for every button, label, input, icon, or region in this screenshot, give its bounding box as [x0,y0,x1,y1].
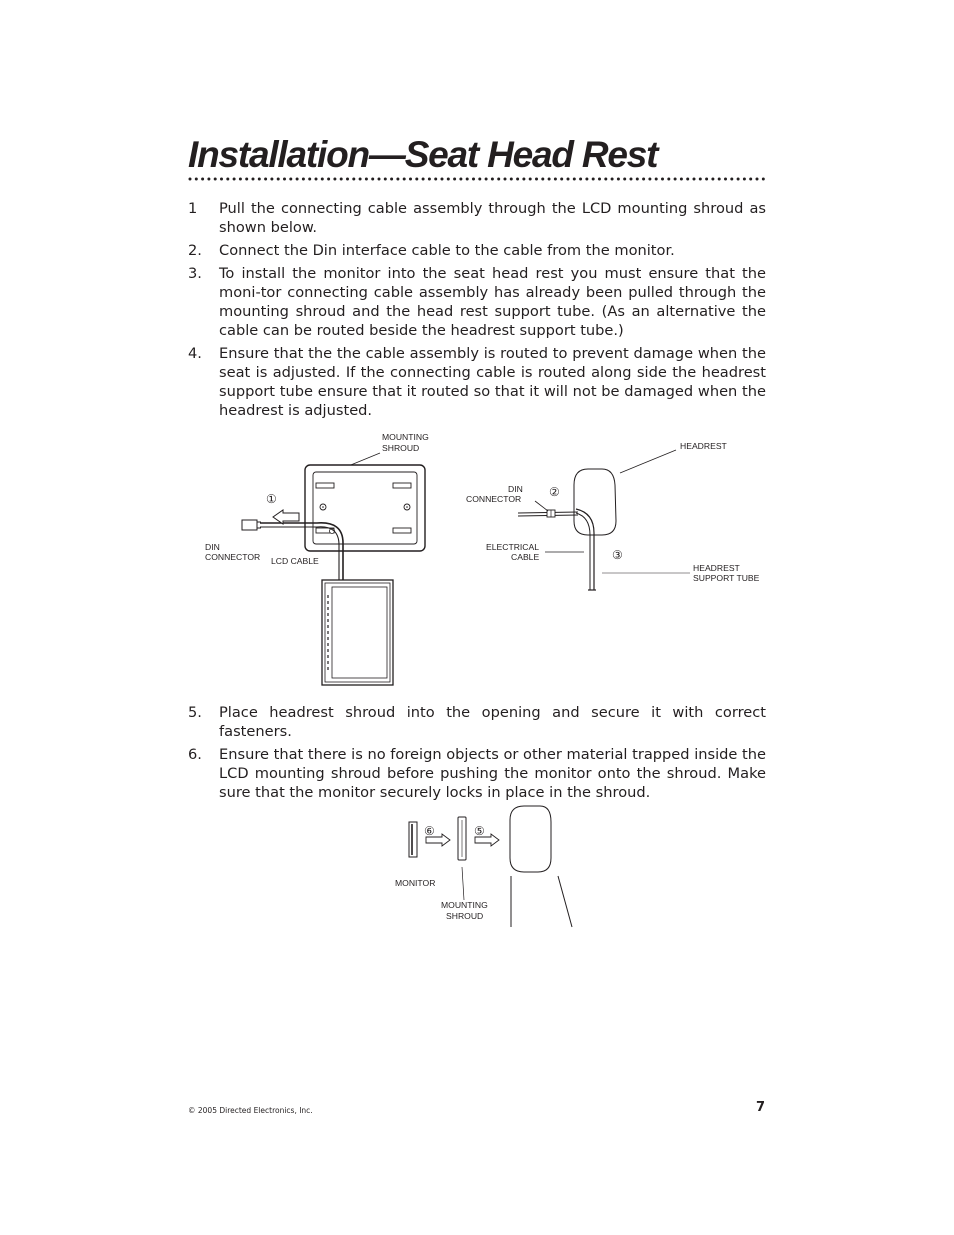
figure2-tube-label-line2: SUPPORT TUBE [693,573,760,583]
pull-direction-arrow [273,510,299,524]
instruction-step [188,703,766,741]
step-text: Place headrest shroud into the opening and secure it with correct fasteners. [219,704,766,740]
step-number: 2. [188,242,202,259]
mounting-shroud-callout [341,432,429,469]
step-number: 6. [188,746,202,763]
step-text: Ensure that the the cable assembly is routed to prevent damage when the seat is adjusted. If the connecting cable is routed along side the headrest support tube ensure that it routed so that it will not be damaged when the headrest is adjusted. [219,345,766,419]
step-number: 4. [188,345,202,362]
figure-headrest-tube-diagram [462,435,772,605]
figure2-cable-label-line2: CABLE [511,552,540,562]
instruction-step [188,241,766,260]
figure2-cable-label-line1: ELECTRICAL [486,542,540,552]
instruction-list-after [188,703,766,806]
step-text: Pull the connecting cable assembly through the LCD mounting shroud as shown below. [219,200,766,236]
figure3-shroud-label-line2: SHROUD [446,911,484,921]
monitor-side-shape [409,822,417,857]
figure2-din-label-line1: DIN [508,484,523,494]
instruction-step [188,344,766,420]
instruction-step [188,745,766,802]
step-text: Connect the Din interface cable to the cable from the monitor. [219,242,675,259]
din-connector-shape [242,520,257,530]
figure-shroud-cable-diagram [195,425,435,690]
figure1-din-label-line2: CONNECTOR [205,552,261,562]
instruction-step [188,199,766,237]
page-number: 7 [756,1100,766,1115]
title-dotted-rule [188,175,766,183]
figure1-mounting-label-line1: MOUNTING [382,432,429,442]
step-text: Ensure that there is no foreign objects or other material trapped inside the LCD mounting shroud before pushing the monitor onto the shroud. Make sure that the monitor securely locks in place in the shroud. [219,746,766,801]
headrest-side-shape [510,806,551,872]
instruction-list-before [188,199,766,424]
figure2-step-marker-2: ② [549,485,560,499]
figure1-step-marker: ① [266,492,277,506]
figure3-step-marker-6: ⑥ [424,824,435,838]
step-number: 5. [188,704,202,721]
step-text: To install the monitor into the seat head rest you must ensure that the moni-tor connecting cable assembly has already been pulled through the mounting shroud and the head rest support tube. (As an alternative the cable can be routed beside the headrest support tube.) [219,265,766,339]
figure1-mounting-label-line2: SHROUD [382,443,420,453]
figure3-step-marker-5: ⑤ [474,824,485,838]
figure1-din-label-line1: DIN [205,542,220,552]
step-number: 3. [188,265,202,282]
instruction-step [188,264,766,340]
figure2-tube-label-line1: HEADREST [693,563,740,573]
figure2-step-marker-3: ③ [612,548,623,562]
figure-monitor-mounting-diagram [390,800,590,930]
figure1-lcd-cable-label: LCD CABLE [271,556,319,566]
headrest-shape [574,469,616,535]
page-title: Installation—Seat Head Rest [188,134,658,175]
figure3-shroud-label-line1: MOUNTING [441,900,488,910]
figure2-headrest-label: HEADREST [680,441,727,451]
footer-copyright: © 2005 Directed Electronics, Inc. [188,1106,313,1115]
figure2-din-label-line2: CONNECTOR [466,494,522,504]
step-number: 1 [188,200,198,217]
figure3-monitor-label: MONITOR [395,878,436,888]
